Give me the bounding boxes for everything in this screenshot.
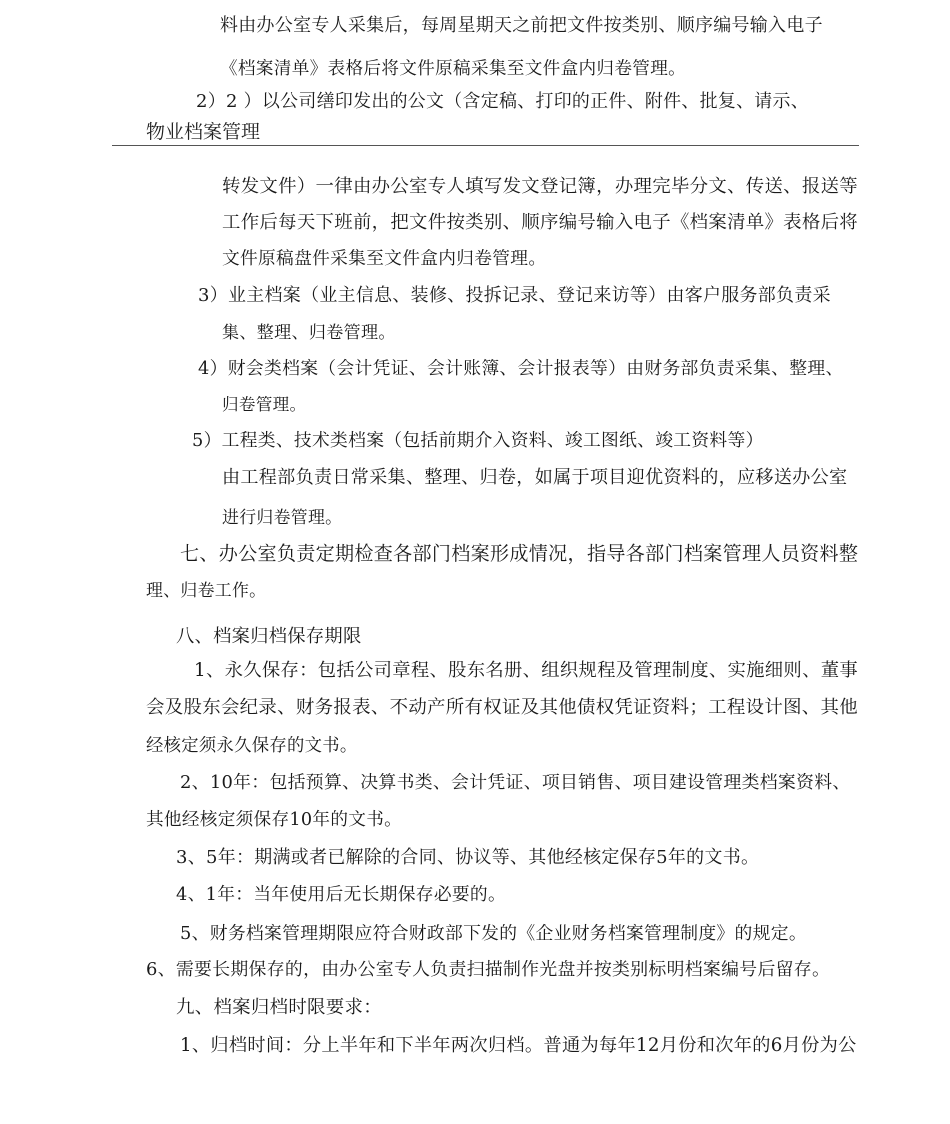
body-line: 工作后每天下班前，把文件按类别、顺序编号输入电子《档案清单》表格后将 <box>222 212 859 233</box>
body-line: 4、1年：当年使用后无长期保存必要的。 <box>176 885 507 905</box>
body-line: 由工程部负责日常采集、整理、归卷，如属于项目迎优资料的，应移送办公室 <box>222 467 848 488</box>
header-divider <box>112 145 859 146</box>
body-line: 1、永久保存：包括公司章程、股东名册、组织规程及管理制度、实施细则、董事 <box>194 660 858 681</box>
body-line: 进行归卷管理。 <box>222 507 343 527</box>
body-line: 料由办公室专人采集后，每周星期天之前把文件按类别、顺序编号输入电子 <box>220 15 823 36</box>
body-line: 会及股东会纪录、财务报表、不动产所有权证及其他债权凭证资料；工程设计图、其他 <box>146 697 859 718</box>
body-line: 5）工程类、技术类档案（包括前期介入资料、竣工图纸、竣工资料等） <box>192 430 764 451</box>
body-line: 3、5年：期满或者已解除的合同、协议等、其他经核定保存5年的文书。 <box>176 847 760 868</box>
body-line: 文件原稿盘件采集至文件盒内归卷管理。 <box>222 249 547 269</box>
running-header-title: 物业档案管理 <box>146 121 261 143</box>
body-line: 1、归档时间：分上半年和下半年两次归档。普通为每年12月份和次年的6月份为公 <box>180 1035 857 1056</box>
body-line: 七、办公室负责定期检查各部门档案形成情况，指导各部门档案管理人员资料整 <box>180 542 859 565</box>
body-line: 《档案清单》表格后将文件原稿采集至文件盒内归卷管理。 <box>220 59 687 79</box>
body-line: 5、财务档案管理期限应符合财政部下发的《企业财务档案管理制度》的规定。 <box>180 923 807 944</box>
body-line: 2、10年：包括预算、决算书类、会计凭证、项目销售、项目建设管理类档案资料、 <box>180 772 851 793</box>
body-line: 转发文件）一律由办公室专人填写发文登记簿，办理完毕分文、传送、报送等 <box>222 176 859 197</box>
body-line: 3）业主档案（业主信息、装修、投拆记录、登记来访等）由客户服务部负责采 <box>198 285 831 306</box>
section-heading: 九、档案归档时限要求： <box>176 997 382 1018</box>
body-line: 理、归卷工作。 <box>146 580 267 600</box>
body-line: 6、需要长期保存的，由办公室专人负责扫描制作光盘并按类别标明档案编号后留存。 <box>146 959 831 980</box>
body-line: 2）2 ）以公司缮印发出的公文（含定稿、打印的正件、附件、批复、请示、 <box>196 91 810 112</box>
body-line: 归卷管理。 <box>222 395 307 414</box>
body-line: 4）财会类档案（会计凭证、会计账簿、会计报表等）由财务部负责采集、整理、 <box>198 358 844 379</box>
body-line: 集、整理、归卷管理。 <box>222 323 396 343</box>
section-heading: 八、档案归档保存期限 <box>176 626 362 647</box>
body-line: 其他经核定须保存10年的文书。 <box>146 810 403 830</box>
body-line: 经核定须永久保存的文书。 <box>146 736 358 756</box>
